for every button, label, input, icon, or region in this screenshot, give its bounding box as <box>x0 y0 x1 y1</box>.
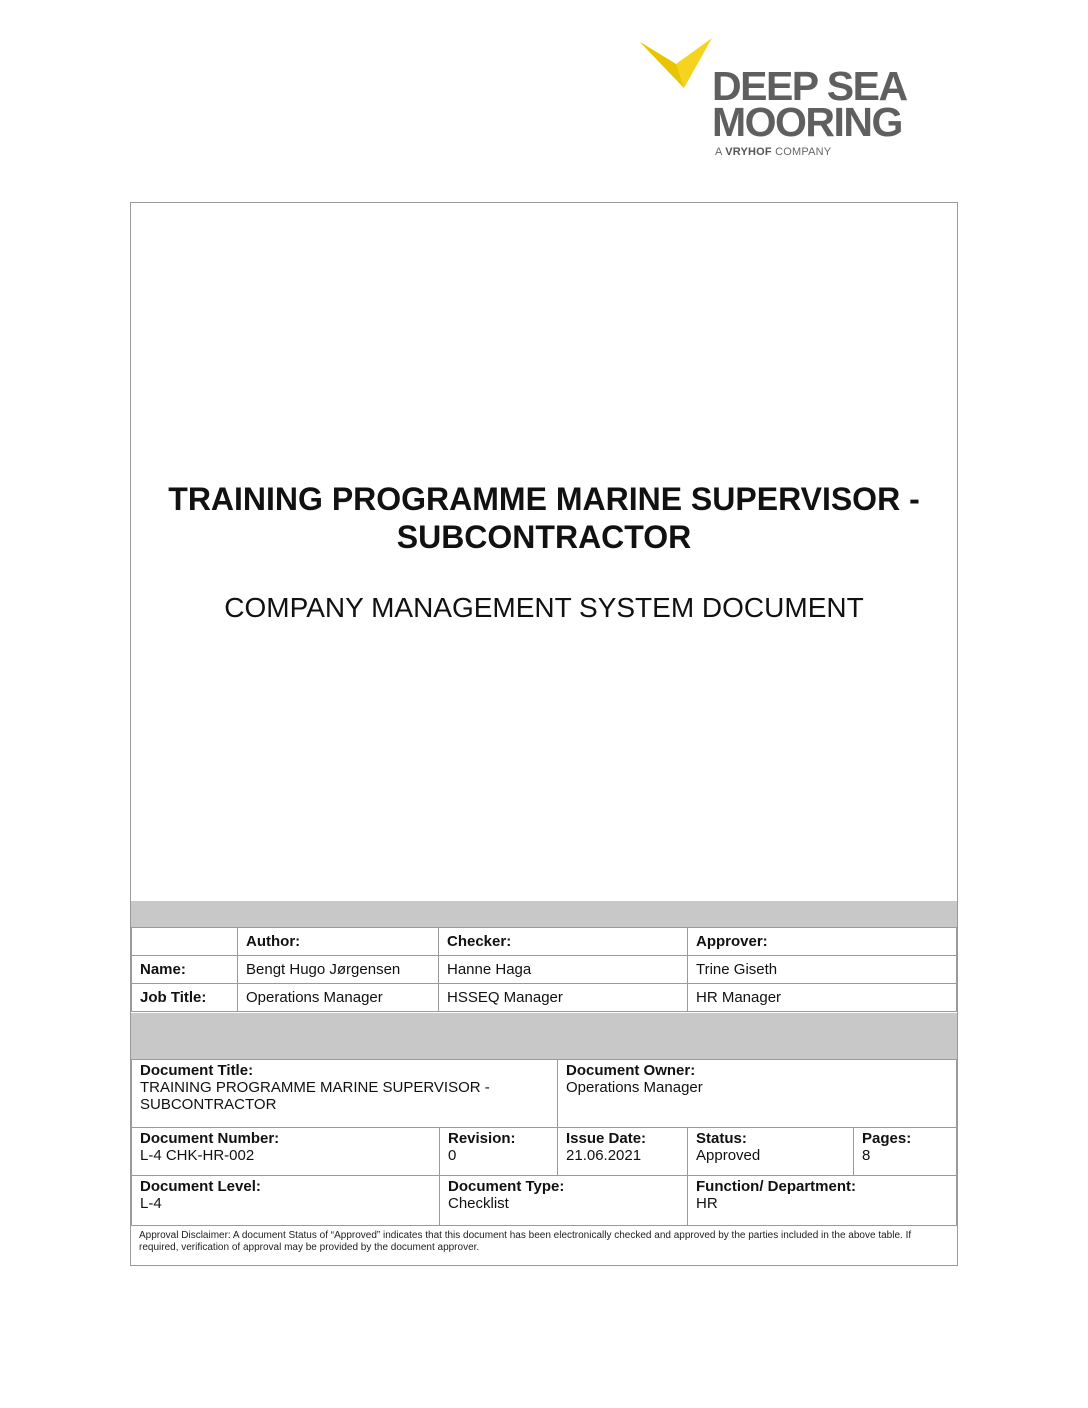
doc-title-row <box>132 1060 957 1128</box>
chevron-logo-icon <box>640 36 720 96</box>
signoff-table <box>131 927 957 1012</box>
signoff-jobtitle-row <box>132 984 957 1012</box>
document-level-cell: Document Level: L-4 <box>132 1176 440 1226</box>
document-owner-cell <box>558 1060 957 1128</box>
function-department-cell: Function/ Department: HR <box>688 1176 957 1226</box>
logo-tagline: A VRYHOF COMPANY <box>715 146 832 158</box>
revision-value: 0 <box>448 1147 457 1164</box>
function-department-value: HR <box>696 1195 718 1212</box>
pages-value: 8 <box>862 1147 871 1164</box>
logo-text-line2: MOORING <box>712 99 902 145</box>
revision-cell: Revision: 0 <box>440 1128 558 1176</box>
logo-text-line1: DEEP SEA <box>712 63 907 109</box>
pages-cell: Pages: 8 <box>854 1128 957 1176</box>
doc-number-row <box>132 1128 957 1176</box>
approver-job-title: HR Manager <box>688 984 957 1012</box>
name-label: Name: <box>132 956 238 984</box>
status-value: Approved <box>696 1147 761 1164</box>
approver-name: Trine Giseth <box>688 956 957 984</box>
document-title-value-line2: SUBCONTRACTOR <box>140 1096 277 1113</box>
issue-date-value: 21.06.2021 <box>566 1147 642 1164</box>
document-level-value: L-4 <box>140 1195 162 1212</box>
document-number-cell: Document Number: L-4 CHK-HR-002 <box>132 1128 440 1176</box>
signoff-name-row <box>132 956 957 984</box>
document-type-cell: Document Type: Checklist <box>440 1176 688 1226</box>
document-info-table <box>131 1059 957 1226</box>
document-title-cell <box>132 1060 558 1128</box>
approver-header: Approver: <box>688 928 957 956</box>
gray-separator-middle <box>131 1013 957 1059</box>
job-title-label: Job Title: <box>132 984 238 1012</box>
gray-separator-top <box>131 901 957 927</box>
approval-disclaimer: Approval Disclaimer: A document Status of “Approved” indicates that this document has been electronically checked and approved by the parties included in the above table. If required, verification of approval may be provided by the document approver. <box>139 1230 912 1253</box>
checker-header: Checker: <box>439 928 688 956</box>
status-cell: Status: Approved <box>688 1128 854 1176</box>
document-owner-value: Operations Manager <box>566 1079 703 1096</box>
document-title-value-line1: TRAINING PROGRAMME MARINE SUPERVISOR - <box>140 1079 490 1096</box>
document-owner-label: Document Owner: <box>566 1062 696 1079</box>
author-name: Bengt Hugo Jørgensen <box>238 956 439 984</box>
checker-job-title: HSSEQ Manager <box>439 984 688 1012</box>
cover-frame <box>130 202 958 1266</box>
document-type-value: Checklist <box>448 1195 509 1212</box>
issue-date-cell: Issue Date: 21.06.2021 <box>558 1128 688 1176</box>
doc-level-row <box>132 1176 957 1226</box>
checker-name: Hanne Haga <box>439 956 688 984</box>
author-header: Author: <box>238 928 439 956</box>
document-subtitle: COMPANY MANAGEMENT SYSTEM DOCUMENT <box>224 592 864 623</box>
author-job-title: Operations Manager <box>238 984 439 1012</box>
document-title-label: Document Title: <box>140 1062 254 1079</box>
company-logo <box>640 36 960 166</box>
document-number-value: L-4 CHK-HR-002 <box>140 1147 255 1164</box>
signoff-header-row <box>132 928 957 956</box>
document-main-title: TRAINING PROGRAMME MARINE SUPERVISOR - SUBCONTRACTOR <box>168 481 920 555</box>
